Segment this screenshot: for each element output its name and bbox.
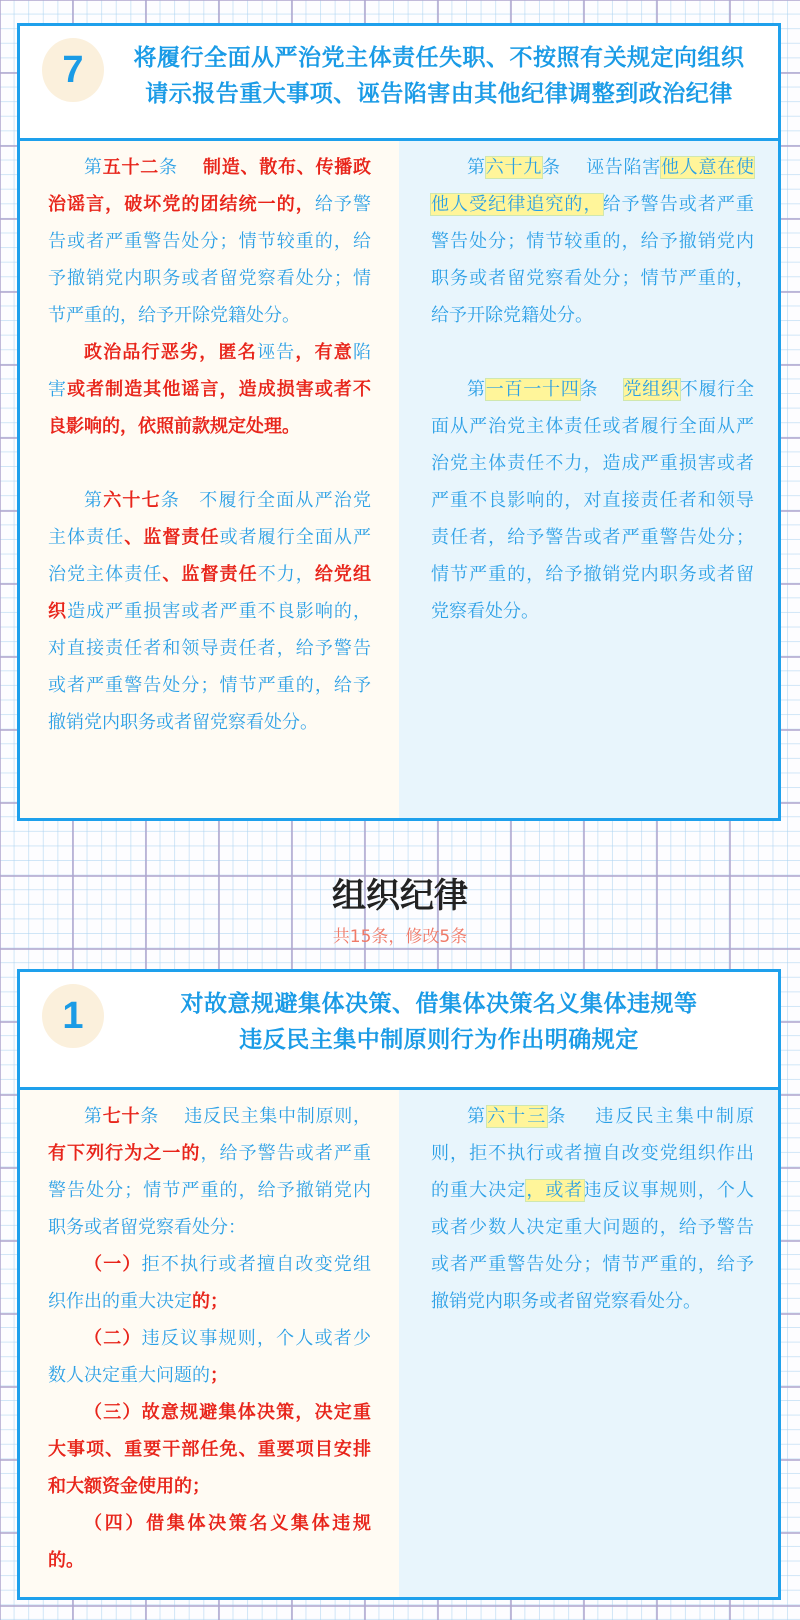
article-text: 给予警告或者严重警告处分；情节较重的，给予撤销党内职务或者留党察看处分；情节严重的，给予开除党籍处分。 [431,194,754,326]
changed-text: ，有意 [295,342,354,363]
number-badge: 1 [42,984,104,1048]
highlighted-text: ，或者 [526,1180,584,1201]
new-regulation-column [20,1090,399,1597]
card-title-line: 违反民主集中制原则行为作出明确规定 [239,1027,639,1053]
changed-text: （三）故意规避集体决策，决定重大事项、重要干部任免、重要项目安排和大额资金使用的； [48,1402,371,1497]
article-block [431,1098,754,1320]
article-text: 诬告 [256,342,296,363]
article-text: 条 违反民主集中制原则，拒不执行或者擅自改变党组织作出的重大决定 [431,1106,754,1201]
article-comparison-card-1 [17,969,781,1600]
changed-text: 或者制造其他谣言，造成损害或者不良影响的，依照前款规定处理。 [48,379,371,437]
section-title: 组织纪律 [332,876,468,916]
article-text: 条 违反民主集中制原则， [140,1106,372,1127]
article-text: 第 [467,1106,488,1127]
card-header [20,26,778,141]
changed-text: 制造、散布、传播政治谣言，破坏党的团结统一的， [48,157,372,215]
number-badge: 7 [42,38,104,102]
changed-text: 、监督责任 [162,564,258,585]
article-paragraph [431,149,754,334]
changed-text: ； [210,1365,228,1386]
article-text: ，给予警告或者严重警告处分；情节严重的，给予撤销党内职务或者留党察看处分： [48,1143,371,1238]
changed-text: 六十七 [103,490,161,511]
article-text: 陷害 [48,342,372,400]
article-paragraph [48,1098,371,1246]
card-title-line: 请示报告重大事项、诬告陷害由其他纪律调整到政治纪律 [145,81,733,107]
highlighted-text: 六十三 [487,1106,548,1127]
article-block [431,149,754,334]
changed-text: （四）借集体决策名义集体违规的。 [48,1513,371,1571]
highlighted-text: 他人意在使他人受纪律追究的， [431,157,755,215]
article-paragraph [48,482,371,741]
article-text: 第 [467,379,486,400]
article-text: 条 诬告陷害 [542,157,662,178]
changed-text: 给党组织 [48,564,371,622]
article-block [431,371,754,630]
article-text: 条 [159,157,204,178]
article-text: 违反议事规则，个人或者少数人决定重大问题的，给予警告或者严重警告处分；情节严重的，给予撤销党内职务或者留党察看处分。 [431,1180,754,1312]
highlighted-text: 党组织 [623,379,680,400]
article-paragraph [48,1320,371,1394]
section-subtitle: 共15条，修改5条 [332,927,468,947]
article-text: 拒不执行或者擅自改变党组织作出的重大决定 [48,1254,372,1312]
card-title [120,40,758,112]
changed-text: 的； [192,1291,228,1312]
article-paragraph [48,1394,371,1505]
article-text: 给予警告或者严重警告处分；情节较重的，给予撤销党内职务或者留党察看处分；情节严重的，给予开除党籍处分。 [48,194,371,326]
article-paragraph [48,334,371,445]
article-text: 第 [84,1106,103,1127]
article-text: 条 不履行全面从严治党主体责任 [48,490,372,548]
article-text: 不力， [257,564,315,585]
article-text: 第 [467,157,486,178]
article-paragraph [431,371,754,630]
old-regulation-column [399,1090,778,1597]
article-paragraph [48,1246,371,1320]
article-text: 不履行全面从严治党主体责任或者履行全面从严治党主体责任不力，造成严重损害或者严重不良影响的，对直接责任者和领导责任者，给予警告或者严重警告处分；情节严重的，给予撤销党内职务或者留党察看处分。 [431,379,755,622]
article-text: 造成严重损害或者严重不良影响的，对直接责任者和领导责任者，给予警告或者严重警告处分；情节严重的，给予撤销党内职务或者留党察看处分。 [48,601,371,733]
article-block [48,482,371,741]
article-block [48,1098,371,1579]
changed-text: 政治品行恶劣，匿名 [84,342,257,363]
article-paragraph [48,1505,371,1579]
article-text: 违反议事规则，个人或者少数人决定重大问题的 [48,1328,372,1386]
article-paragraph [431,1098,754,1320]
article-text: 第 [84,490,104,511]
changed-text: 七十 [102,1106,141,1127]
changed-text: （一） [84,1254,142,1275]
card-title-line: 对故意规避集体决策、借集体决策名义集体违规等 [180,991,698,1017]
highlighted-text: 一百一十四 [485,379,580,400]
article-text: 第 [84,157,103,178]
changed-text: 五十二 [102,157,160,178]
article-text: 或者履行全面从严治党主体责任 [48,527,371,585]
old-regulation-column [399,141,778,818]
card-header [20,972,778,1090]
changed-text: 、监督责任 [124,527,220,548]
changed-text: （二） [84,1328,142,1349]
highlighted-text: 六十九 [485,157,543,178]
card-title [120,986,758,1058]
new-regulation-column [20,141,399,818]
article-paragraph [48,149,371,334]
article-text: 条 [579,379,624,400]
article-block [48,149,371,445]
article-comparison-card-7 [17,23,781,821]
changed-text: 有下列行为之一的 [48,1143,201,1164]
card-title-line: 将履行全面从严治党主体责任失职、不按照有关规定向组织 [133,45,745,71]
